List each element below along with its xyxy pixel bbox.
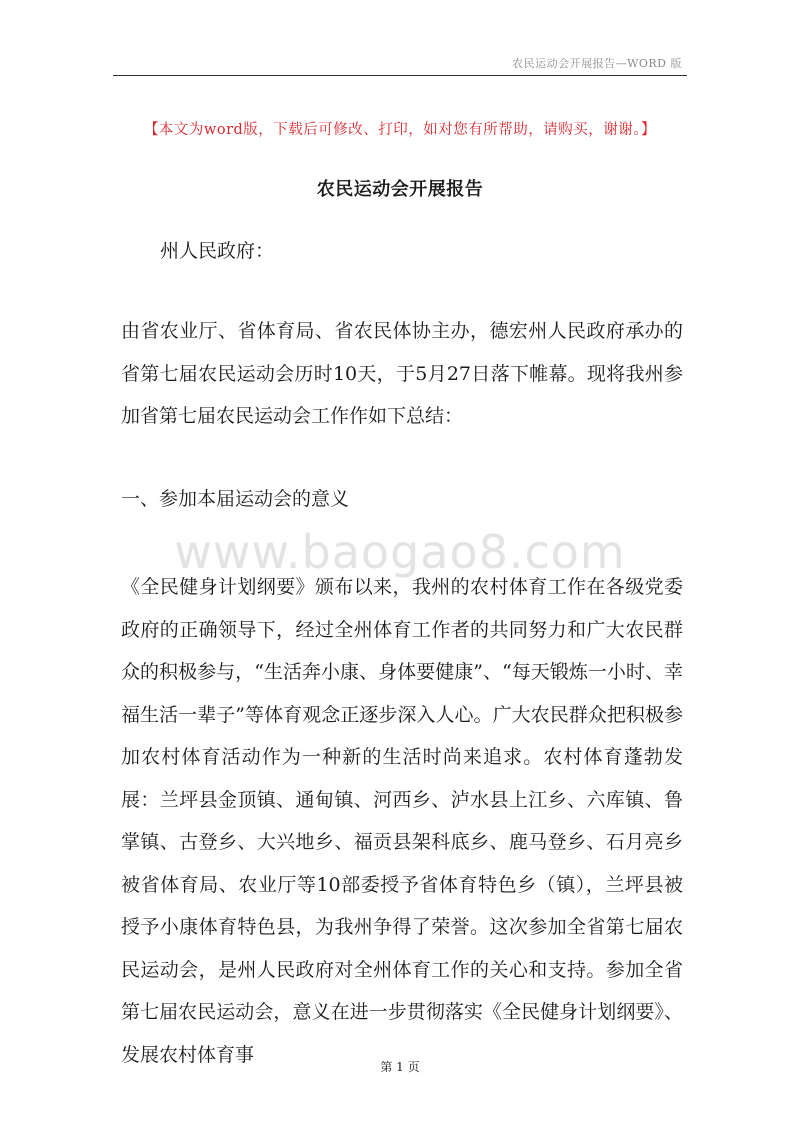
intro-paragraph: 由省农业厅、省体育局、省农民体协主办，德宏州人民政府承办的省第七届农民运动会历时10天，于5月27日落下帷幕。现将我州参加省第七届农民运动会工作作如下总结： (121, 320, 683, 427)
running-header: 农民运动会开展报告—WORD 版 (512, 57, 682, 70)
salutation: 州人民政府： (160, 240, 275, 262)
section-1-paragraph: 《全民健身计划纲要》颁布以来，我州的农村体育工作在各级党委政府的正确领导下，经过全州体育工作者的共同努力和广大农民群众的积极参与，“生活奔小康、身体要健康”、“每天锻炼一小时、幸福生活一辈子”等体育观念正逐步深入人心。广大农民群众把积极参加农村体育活动作为一种新的生活时尚来追求。农村体育蓬勃发展：兰坪县金顶镇、通甸镇、河西乡、泸水县上江乡、六库镇、鲁掌镇、古登乡、大兴地乡、福贡县架科底乡、鹿马登乡、石月亮乡被省体育局、农业厅等10部委授予省体育特色乡（镇），兰坪县被授予小康体育特色县，为我州争得了荣誉。这次参加全省第七届农民运动会，是州人民政府对全州体育工作的关心和支持。参加全省第七届农民运动会，意义在进一步贯彻落实《全民健身计划纲要》、发展农村体育事 (121, 576, 683, 1066)
document-title: 农民运动会开展报告 (316, 179, 484, 200)
section-heading-1: 一、参加本届运动会的意义 (121, 488, 350, 510)
watermark-text: www.baogao8.com (174, 525, 626, 579)
page-number: 第 1 页 (380, 1060, 420, 1074)
download-notice: 【本文为word版，下载后可修改、打印，如对您有所帮助，请购买，谢谢。】 (143, 122, 657, 138)
header-divider (113, 75, 687, 76)
